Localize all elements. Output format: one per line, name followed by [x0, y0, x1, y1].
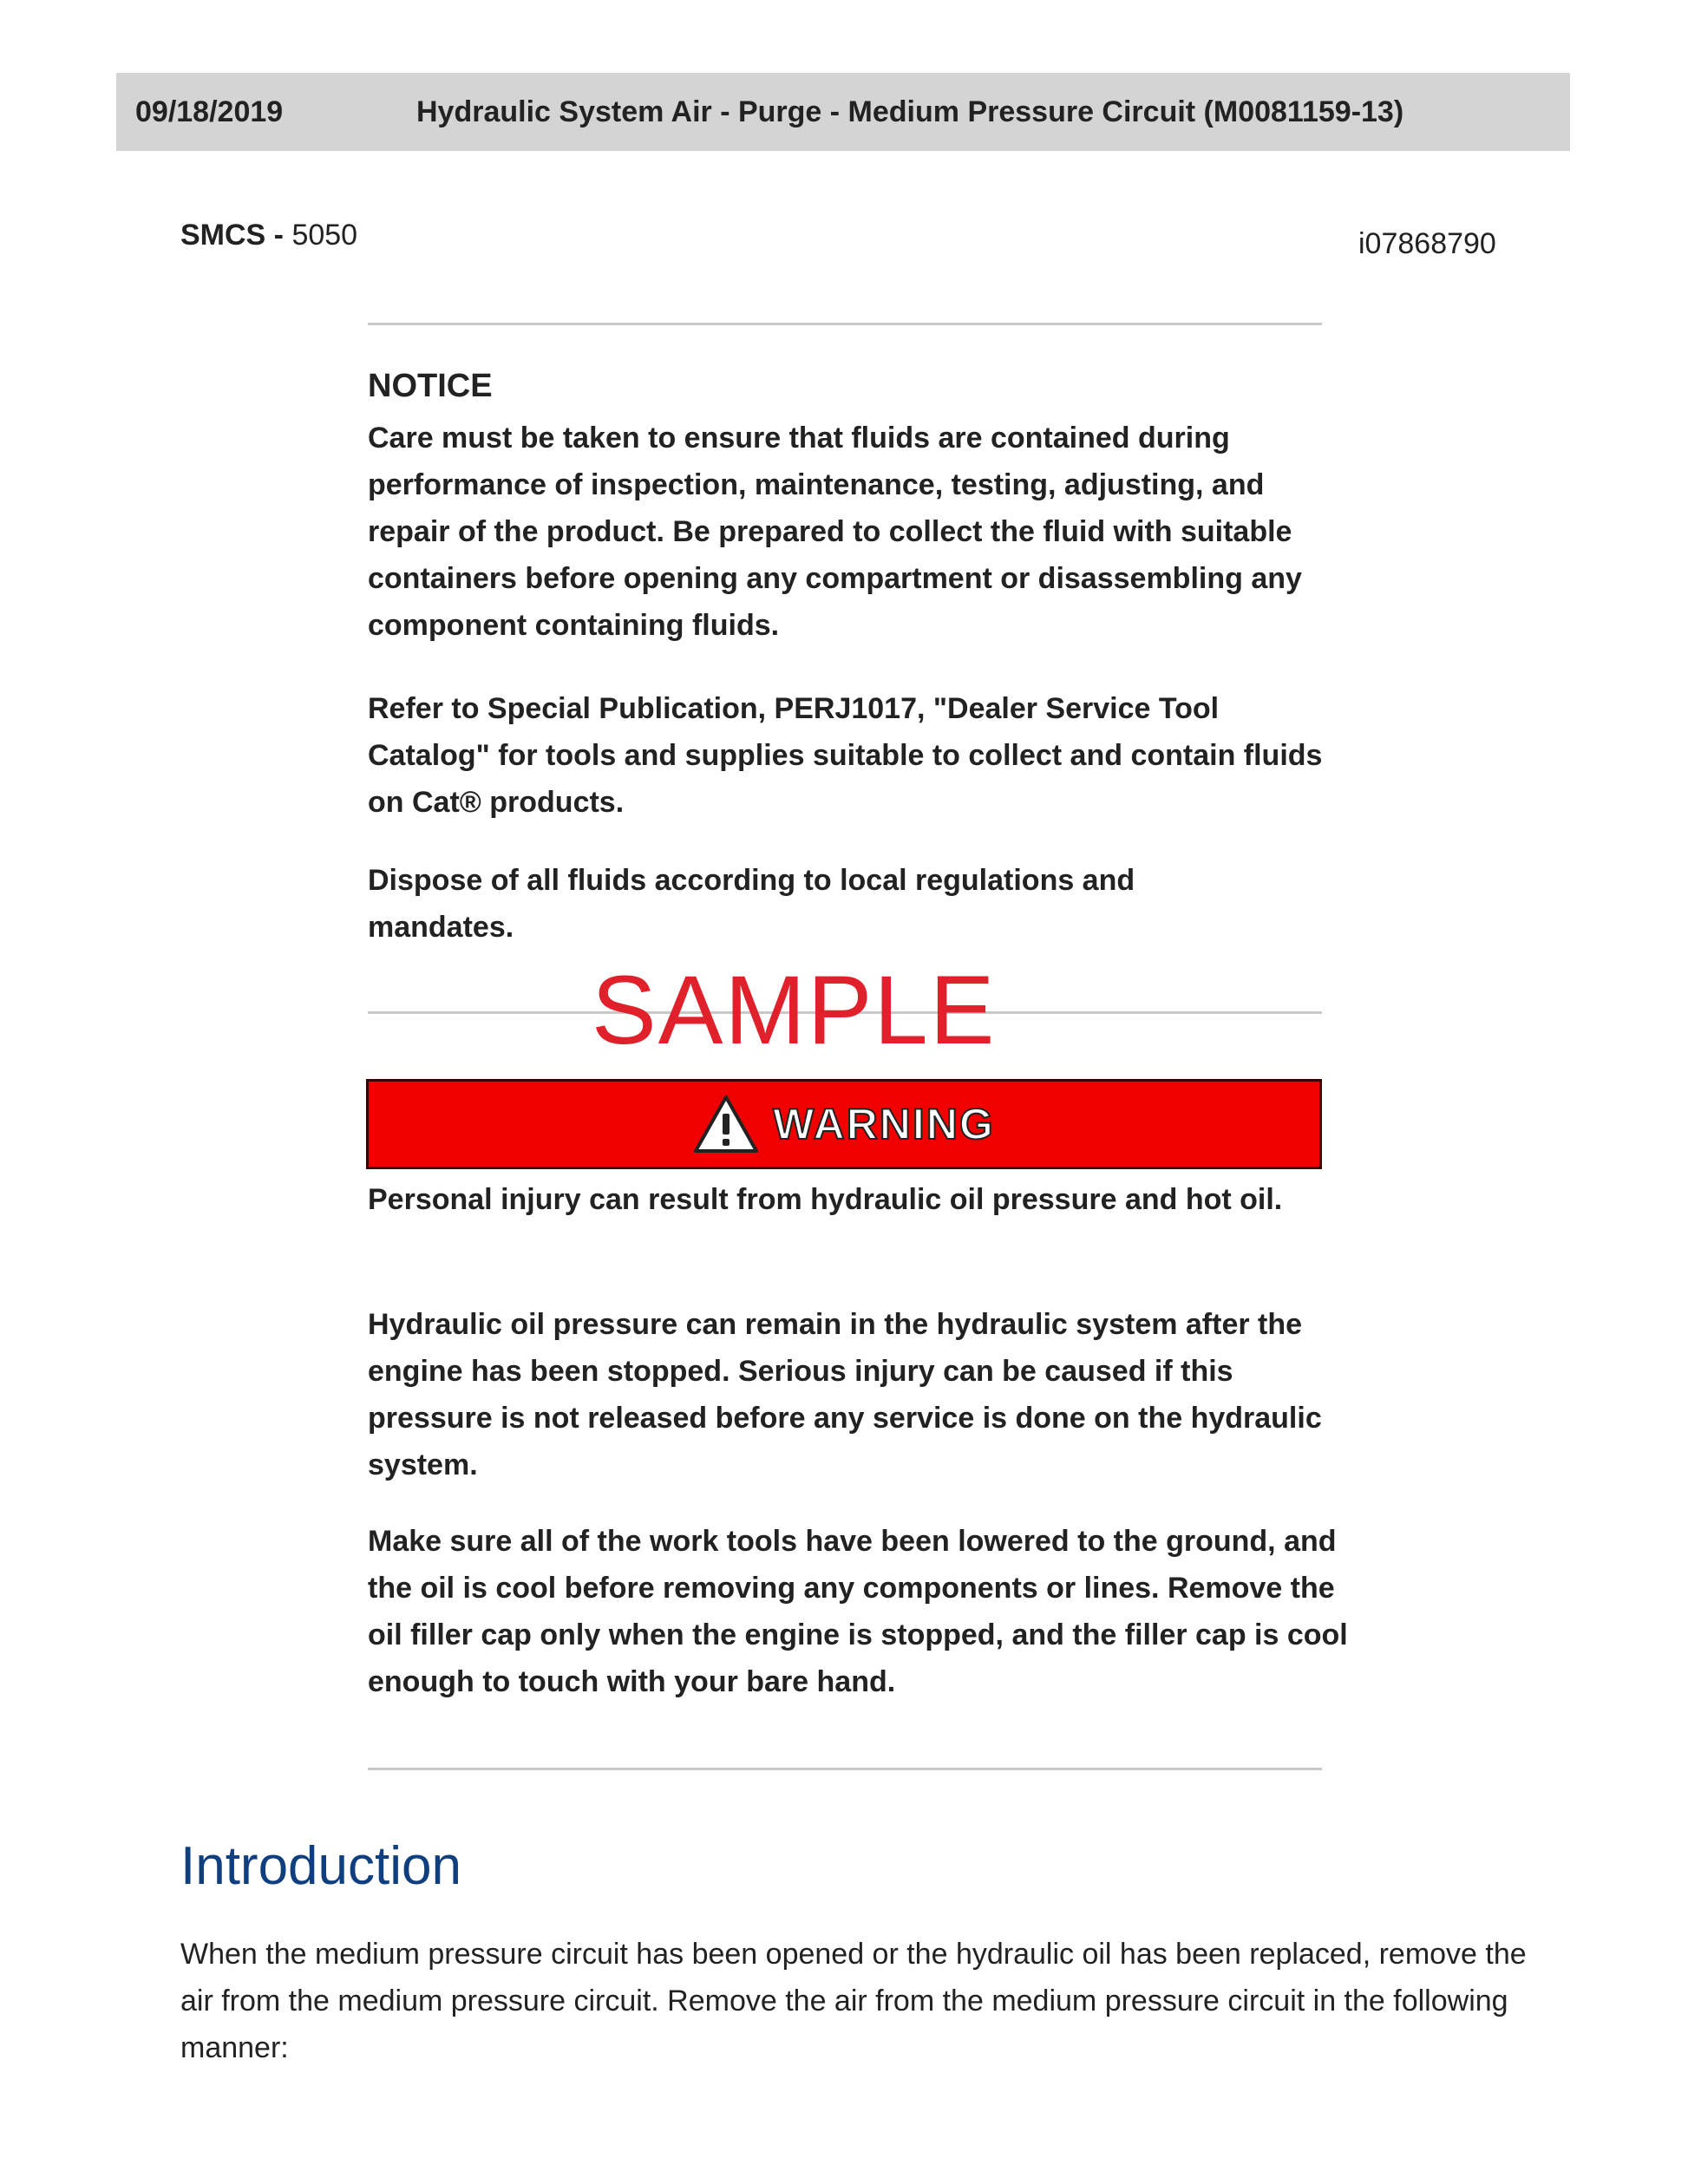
warning-paragraph-1: Personal injury can result from hydraulic oil pressure and hot oil. — [368, 1183, 1283, 1216]
document-title: Hydraulic System Air - Purge - Medium Pressure Circuit (M0081159-13) — [416, 95, 1404, 128]
notice-paragraph-3: Dispose of all fluids according to local regulations and mandates. — [368, 864, 1135, 944]
notice-paragraph-2: Refer to Special Publication, PERJ1017, "Dealer Service Tool Catalog" for tools and supplies suitable to collect and contain fluids on Cat® products. — [368, 692, 1323, 819]
warning-paragraph-2: Hydraulic oil pressure can remain in the hydraulic system after the engine has been stopped. Serious injury can be caused if this pressure is not released before any service is done on the hydraulic system. — [368, 1308, 1322, 1481]
document-id: i07868790 — [1358, 227, 1496, 260]
warning-label: WARNING — [773, 1100, 995, 1148]
smcs-value: 5050 — [291, 219, 358, 252]
warning-bottom-divider — [368, 1768, 1322, 1770]
notice-heading: NOTICE — [368, 368, 493, 404]
warning-triangle-icon — [693, 1095, 759, 1154]
introduction-heading: Introduction — [180, 1836, 461, 1896]
smcs-label: SMCS - — [180, 219, 284, 252]
introduction-text: When the medium pressure circuit has been opened or the hydraulic oil has been replaced, remove the air from the medium pressure circuit. Remove the air from the medium pressure circuit in the following manner: — [180, 1938, 1527, 2064]
warning-banner — [366, 1079, 1322, 1169]
smcs-code — [180, 219, 357, 252]
warning-paragraph-3: Make sure all of the work tools have been lowered to the ground, and the oil is cool before removing any components or lines. Remove the oil filler cap only when the engine is stopped, and the filler cap is cool enough to touch with your bare hand. — [368, 1525, 1348, 1698]
header-bar — [116, 73, 1570, 151]
sample-watermark: SAMPLE — [592, 956, 997, 1064]
notice-top-divider — [368, 323, 1322, 325]
header-date: 09/18/2019 — [135, 95, 284, 128]
notice-paragraph-1: Care must be taken to ensure that fluids are contained during performance of inspection, maintenance, testing, adjusting, and repair of the product. Be prepared to collect the fluid with suitable containers before opening any compartment or disassembling any component containing fluids. — [368, 422, 1302, 642]
